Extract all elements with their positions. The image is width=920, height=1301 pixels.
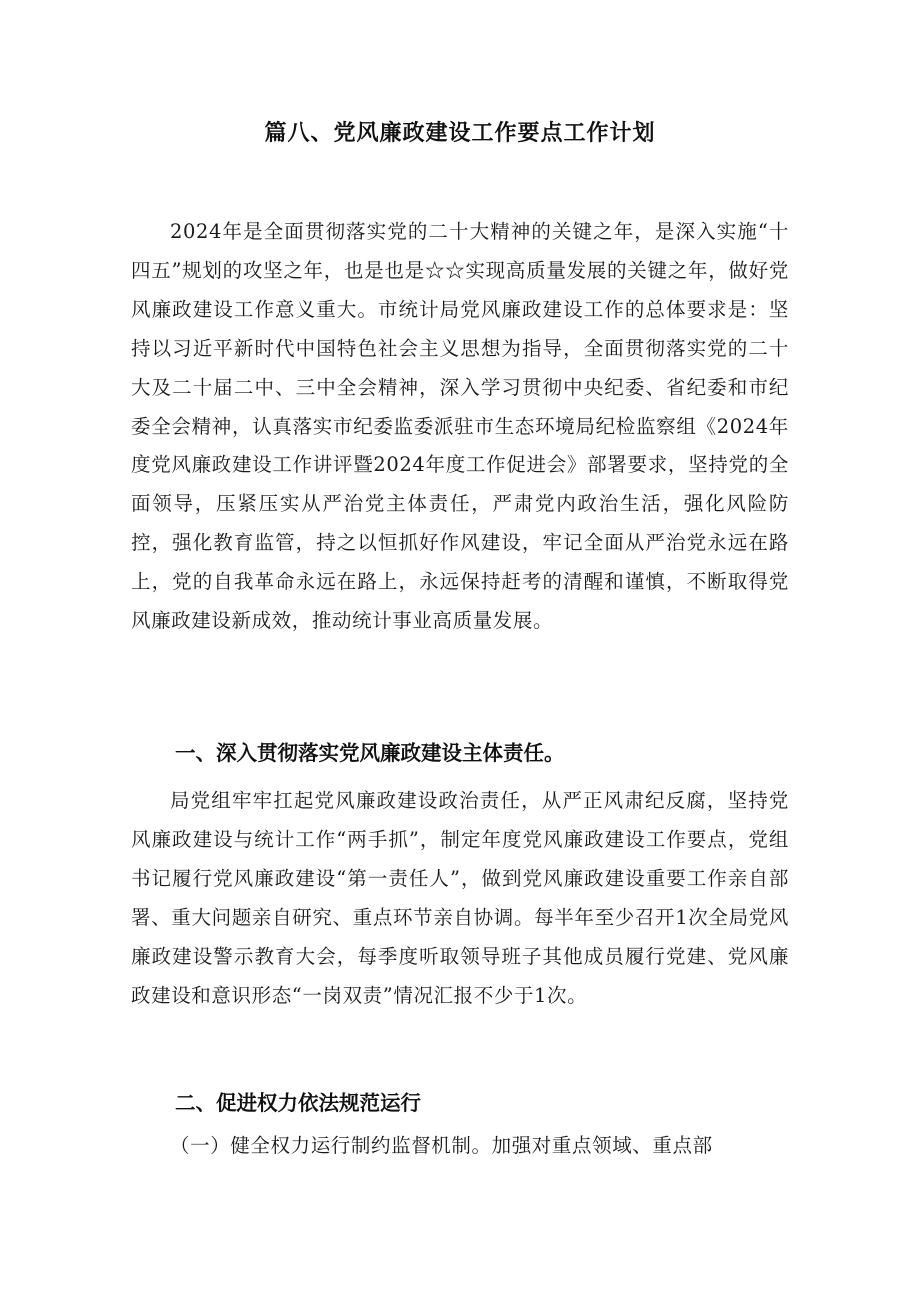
intro-paragraph: 2024年是全面贯彻落实党的二十大精神的关键之年，是深入实施“十四五”规划的攻坚之年，也是也是☆☆实现高质量发展的关键之年，做好党风廉政建设工作意义重大。市统计局党风廉政建设工作的总体要求是：坚持以习近平新时代中国特色社会主义思想为指导，全面贯彻落实党的二十大及二十届二中、三中全会精神，深入学习贯彻中央纪委、省纪委和市纪委全会精神，认真落实市纪委监委派驻市生态环境局纪检监察组《2024年度党风廉政建设工作讲评暨2024年度工作促进会》部署要求，坚持党的全面领导，压紧压实从严治党主体责任，严肃党内政治生活，强化风险防控，强化教育监管，持之以恒抓好作风建设，牢记全面从严治党永远在路上，党的自我革命永远在路上，永远保持赶考的清醒和谨慎，不断取得党风廉政建设新成效，推动统计事业高质量发展。 [131,220,789,633]
document-title: 篇八、党风廉政建设工作要点工作计划 [264,121,656,146]
section-2-paragraph: （一）健全权力运行制约监督机制。加强对重点领域、重点部 [170,1134,713,1157]
section-heading-1: 一、深入贯彻落实党风廉政建设主体责任。 [175,741,565,765]
section-1-paragraph: 局党组牢牢扛起党风廉政建设政治责任，从严正风肃纪反腐，坚持党风廉政建设与统计工作“两手抓”，制定年度党风廉政建设工作要点，党组书记履行党风廉政建设“第一责任人”，做到党风廉政建设重要工作亲自部署、重大问题亲自研究、重点环节亲自协调。每半年至少召开1次全局党风廉政建设警示教育大会，每季度听取领导班子其他成员履行党建、党风廉政建设和意识形态“一岗双责”情况汇报不少于1次。 [131,789,789,1007]
section-heading-2: 二、促进权力依法规范运行 [175,1091,421,1115]
